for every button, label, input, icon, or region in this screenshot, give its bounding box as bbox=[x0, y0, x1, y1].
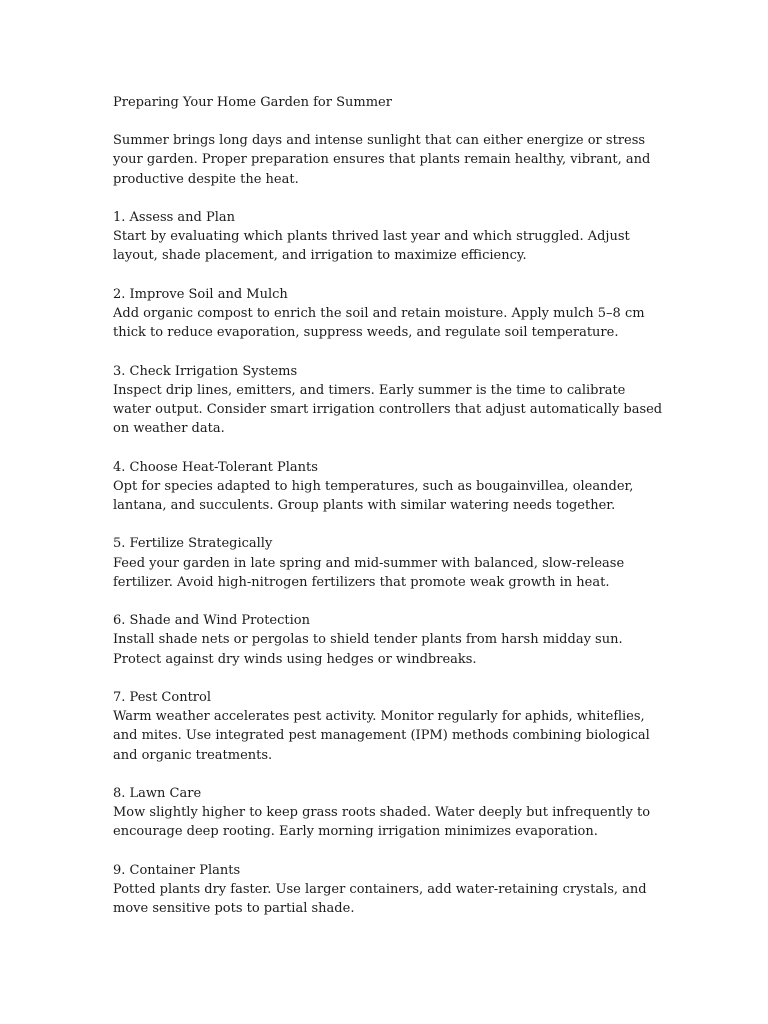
section-fertilize-strategically bbox=[113, 534, 663, 592]
section-heading: 2. Improve Soil and Mulch bbox=[113, 286, 288, 302]
section-container-plants bbox=[113, 861, 663, 919]
section-body: Install shade nets or pergolas to shield tender plants from harsh midday sun. Protect against dry winds using hedges or windbreaks. bbox=[113, 632, 623, 667]
document-page bbox=[113, 93, 663, 938]
section-body: Add organic compost to enrich the soil and retain moisture. Apply mulch 5–8 cm thick to reduce evaporation, suppress weeds, and regulate soil temperature. bbox=[113, 306, 645, 341]
section-body: Inspect drip lines, emitters, and timers. Early summer is the time to calibrate water output. Consider smart irrigation controllers that adjust automatically based on weather data. bbox=[113, 382, 663, 437]
section-body: Opt for species adapted to high temperatures, such as bougainvillea, oleander, lantana, and succulents. Group plants with similar watering needs together. bbox=[113, 478, 634, 513]
section-pest-control bbox=[113, 688, 663, 765]
section-heading: 9. Container Plants bbox=[113, 862, 241, 878]
section-body: Warm weather accelerates pest activity. Monitor regularly for aphids, whiteflies, and mites. Use integrated pest management (IPM) methods combining biological and organic treatments. bbox=[113, 709, 650, 763]
section-heading: 5. Fertilize Strategically bbox=[113, 536, 273, 552]
section-check-irrigation-systems bbox=[113, 362, 663, 439]
section-body: Start by evaluating which plants thrived last year and which struggled. Adjust layout, shade placement, and irrigation to maximize efficiency. bbox=[113, 229, 630, 264]
section-heading: 7. Pest Control bbox=[113, 689, 211, 705]
section-assess-and-plan bbox=[113, 208, 663, 266]
section-heading: 1. Assess and Plan bbox=[113, 210, 236, 225]
section-heading: 8. Lawn Care bbox=[113, 785, 202, 801]
section-heading: 6. Shade and Wind Protection bbox=[113, 613, 310, 629]
section-heading: 4. Choose Heat-Tolerant Plants bbox=[113, 459, 318, 475]
document-title: Preparing Your Home Garden for Summer bbox=[113, 95, 392, 110]
section-improve-soil-and-mulch bbox=[113, 285, 663, 343]
section-body: Potted plants dry faster. Use larger containers, add water-retaining crystals, and move sensitive pots to partial shade. bbox=[113, 881, 647, 917]
section-lawn-care bbox=[113, 784, 663, 842]
section-body: Feed your garden in late spring and mid-summer with balanced, slow-release fertilizer. Avoid high-nitrogen fertilizers that promote weak growth in heat. bbox=[113, 555, 625, 590]
section-shade-and-wind-protection bbox=[113, 611, 663, 669]
intro-paragraph: Summer brings long days and intense sunlight that can either energize or stress your garden. Proper preparation ensures that plants remain healthy, vibrant, and productive despite the heat. bbox=[113, 133, 651, 187]
section-choose-heat-tolerant-plants bbox=[113, 458, 663, 516]
section-heading: 3. Check Irrigation Systems bbox=[113, 363, 298, 379]
section-body: Mow slightly higher to keep grass roots shaded. Water deeply but infrequently to encourage deep rooting. Early morning irrigation minimizes evaporation. bbox=[113, 805, 651, 840]
